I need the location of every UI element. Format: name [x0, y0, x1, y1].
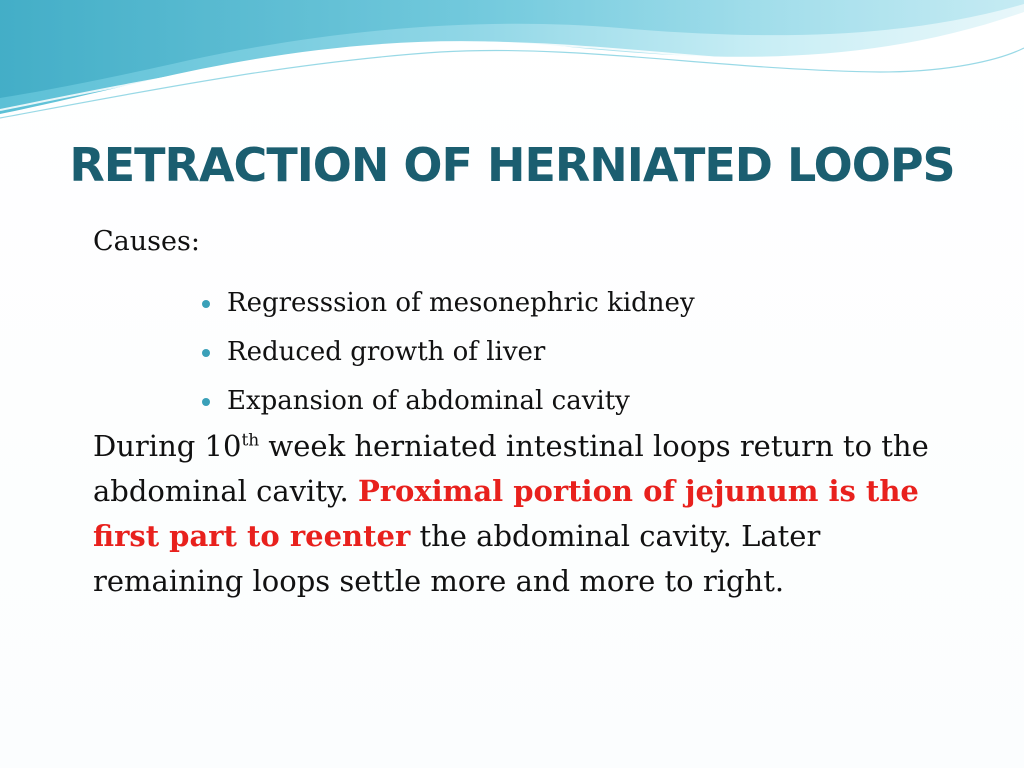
causes-label: Causes:	[93, 226, 200, 257]
highlighted-text: Proximal portion of jejunum is the first part to reenter	[93, 474, 919, 553]
cause-text: Expansion of abdominal cavity	[227, 386, 630, 416]
paragraph-text: week herniated intestinal loops return to the abdominal cavity.	[93, 429, 929, 508]
bullet-icon	[202, 300, 210, 308]
bullet-icon	[202, 349, 210, 357]
list-item	[200, 328, 695, 377]
list-item	[200, 377, 695, 426]
slide-title: RETRACTION OF HERNIATED LOOPS	[69, 138, 955, 192]
body-paragraph	[93, 424, 953, 604]
bullet-icon	[202, 398, 210, 406]
header-wave-decoration	[0, 0, 1024, 130]
cause-text: Regresssion of mesonephric kidney	[227, 288, 695, 318]
paragraph-text: the abdominal cavity. Later remaining loops settle more and more to right.	[93, 519, 821, 598]
paragraph-text: During 10	[93, 429, 242, 463]
cause-text: Reduced growth of liver	[227, 337, 546, 367]
list-item	[200, 279, 695, 328]
causes-list	[200, 279, 695, 426]
ordinal-superscript: th	[241, 430, 260, 451]
